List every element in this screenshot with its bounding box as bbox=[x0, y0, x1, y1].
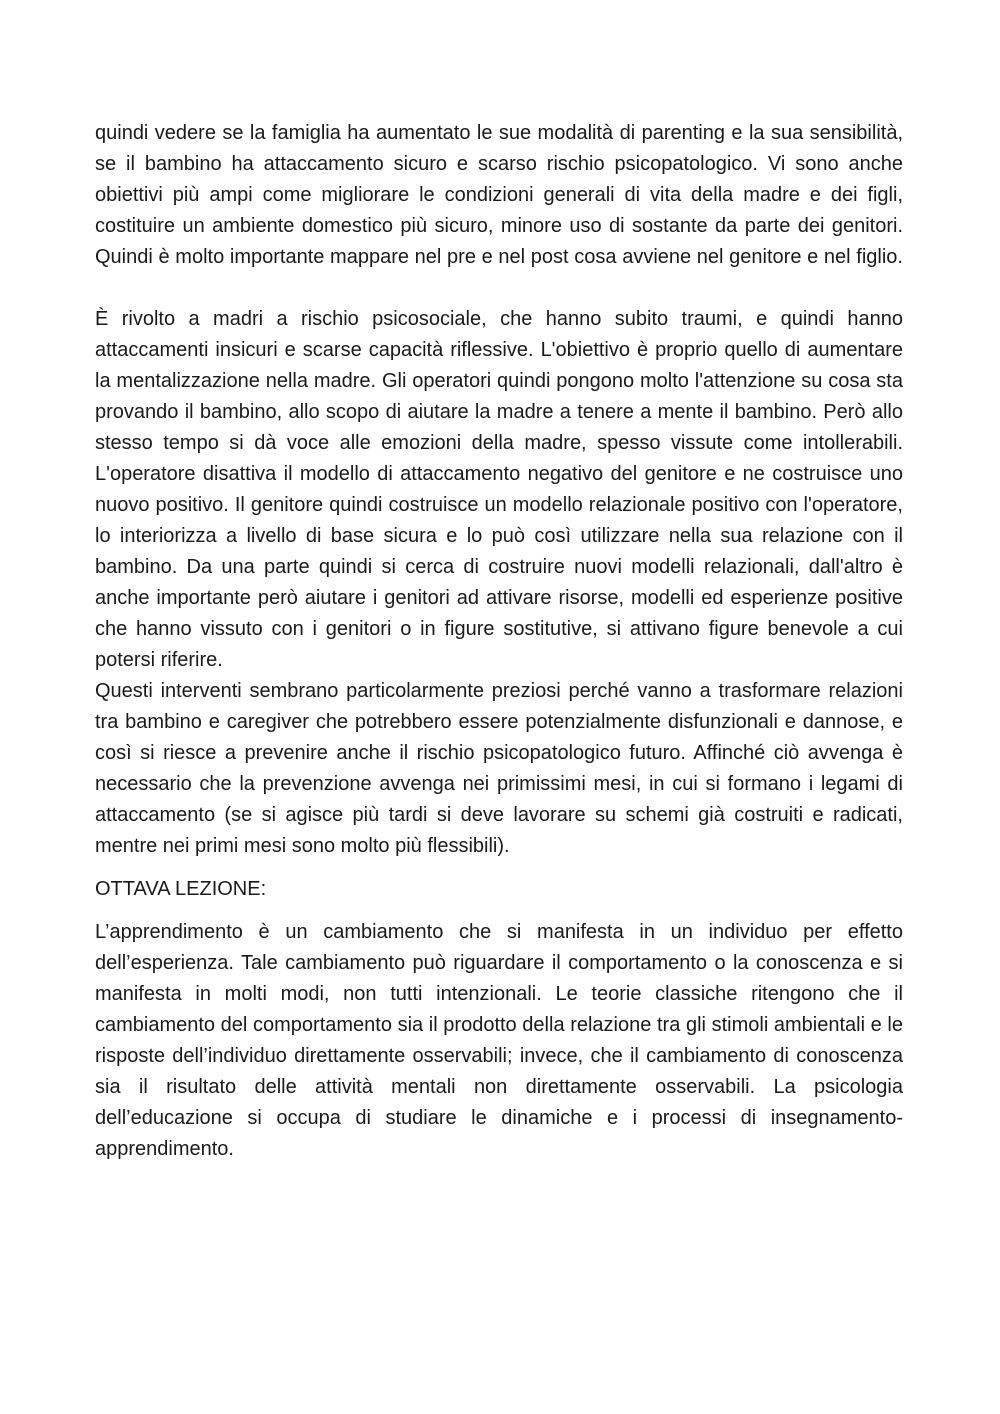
paragraph-parenting-outcomes: quindi vedere se la famiglia ha aumentato le sue modalità di parenting e la sua sensibilità, se il bambino ha attaccamento sicuro e scarso rischio psicopatologico. Vi sono anche obiettivi più ampi come migliorare le condizioni generali di vita della madre e dei figli, costituire un ambiente domestico più sicuro, minore uso di sostante da parte dei genitori. Quindi è molto importante mappare nel pre e nel post cosa avviene nel genitore e nel figlio. bbox=[95, 122, 903, 268]
paragraph-learning: L’apprendimento è un cambiamento che si manifesta in un individuo per effetto dell’esperienza. Tale cambiamento può riguardare il comportamento o la conoscenza e si manifesta in molti modi, non tutti intenzionali. Le teorie classiche ritengono che il cambiamento del comportamento sia il prodotto della relazione tra gli stimoli ambientali e le risposte dell’individuo direttamente osservabili; invece, che il cambiamento di conoscenza sia il risultato delle attività mentali non direttamente osservabili. La psicologia dell’educazione si occupa di studiare le dinamiche e i processi di insegnamento-apprendimento. bbox=[95, 921, 903, 1160]
document-page bbox=[95, 118, 903, 1165]
paragraph-mentalization: È rivolto a madri a rischio psicosociale, che hanno subito traumi, e quindi hanno attaccamenti insicuri e scarse capacità riflessive. L'obiettivo è proprio quello di aumentare la mentalizzazione nella madre. Gli operatori quindi pongono molto l'attenzione su cosa sta provando il bambino, allo scopo di aiutare la madre a tenere a mente il bambino. Però allo stesso tempo si dà voce alle emozioni della madre, spesso vissute come intollerabili. L'operatore disattiva il modello di attaccamento negativo del genitore e ne costruisce uno nuovo positivo. Il genitore quindi costruisce un modello relazionale positivo con l'operatore, lo interiorizza a livello di base sicura e lo può così utilizzare nella sua relazione con il bambino. Da una parte quindi si cerca di costruire nuovi modelli relazionali, dall'altro è anche importante però aiutare i genitori ad attivare risorse, modelli ed esperienze positive che hanno vissuto con i genitori o in figure sostitutive, si attivano figure benevole a cui potersi riferire. bbox=[95, 308, 903, 671]
section-heading: OTTAVA LEZIONE: bbox=[95, 878, 267, 900]
paragraph-prevention: Questi interventi sembrano particolarmente preziosi perché vanno a trasformare relazioni tra bambino e caregiver che potrebbero essere potenzialmente disfunzionali e dannose, e così si riesce a prevenire anche il rischio psicopatologico futuro. Affinché ciò avvenga è necessario che la prevenzione avvenga nei primissimi mesi, in cui si formano i legami di attaccamento (se si agisce più tardi si deve lavorare su schemi già costruiti e radicati, mentre nei primi mesi sono molto più flessibili). bbox=[95, 680, 903, 857]
